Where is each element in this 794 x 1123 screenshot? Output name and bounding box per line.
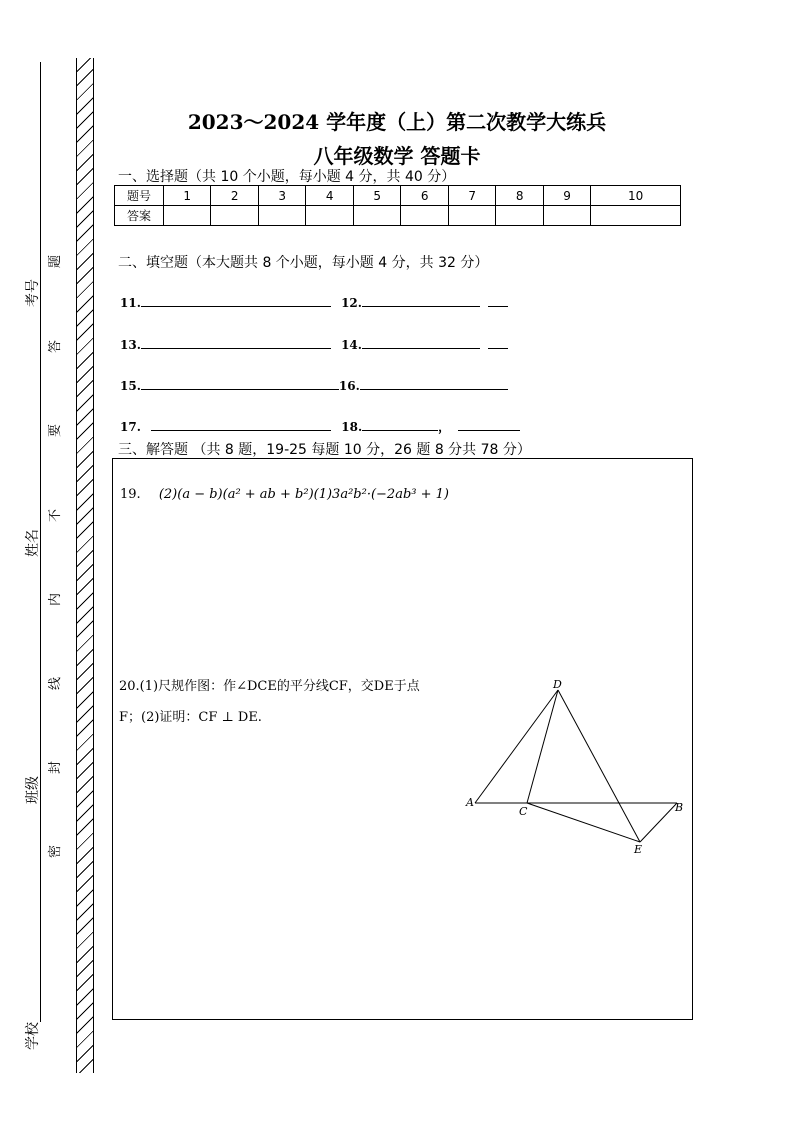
blank-line[interactable] [488, 336, 508, 349]
answer-cell[interactable] [306, 206, 353, 226]
sidebar-hatch-strip [77, 58, 93, 1073]
blank-line[interactable] [362, 418, 438, 431]
answer-table [114, 185, 681, 226]
seal-char: 不 [48, 508, 64, 523]
row-label-question: 题号 [115, 186, 164, 206]
fill-blank-row [120, 418, 520, 435]
question-number-cell: 8 [496, 186, 543, 206]
blank-line[interactable] [151, 418, 331, 431]
blank-line[interactable] [488, 294, 508, 307]
answer-cell[interactable] [543, 206, 590, 226]
blank-separator: ， [438, 420, 451, 434]
answer-cell[interactable] [211, 206, 258, 226]
blank-line[interactable] [362, 294, 480, 307]
question-number-cell: 10 [591, 186, 681, 206]
blank-line[interactable] [458, 418, 520, 431]
fill-blank-row [120, 336, 508, 352]
segment-DE [558, 690, 640, 842]
question-number-cell: 5 [353, 186, 400, 206]
triangle-figure [462, 675, 692, 860]
question-19-text: (2)(a − b)(a² + ab + b²)(1)3a²b²·(−2ab³ + 1) [158, 487, 449, 502]
answer-table-answer-row [115, 206, 681, 226]
name-label: 姓名 [25, 529, 41, 557]
row-label-answer: 答案 [115, 206, 164, 226]
question-number-cell: 7 [448, 186, 495, 206]
label-C: C [519, 805, 528, 818]
seal-char: 答 [48, 339, 64, 354]
blank-number: 14. [341, 338, 362, 352]
blank-number: 13. [120, 338, 141, 352]
blank-number: 12. [341, 296, 362, 310]
blank-number: 11. [120, 296, 141, 310]
segment-AD [475, 690, 558, 803]
label-D: D [553, 678, 562, 691]
answer-cell[interactable] [258, 206, 305, 226]
answer-cell[interactable] [591, 206, 681, 226]
exam-no-label: 考号 [25, 279, 41, 307]
segment-EB [640, 803, 677, 842]
seal-char: 内 [48, 592, 64, 607]
fill-blank-row [120, 294, 508, 310]
question-number-cell: 3 [258, 186, 305, 206]
section2-heading: 二、填空题（本大题共 8 个小题，每小题 4 分，共 32 分） [118, 255, 489, 271]
page-title: 2023～2024 学年度（上）第二次教学大练兵 [187, 110, 607, 134]
label-A: A [466, 796, 474, 809]
label-E: E [634, 843, 643, 856]
answer-cell[interactable] [401, 206, 448, 226]
sidebar-border-left [76, 58, 77, 1073]
blank-number: 15. [120, 379, 141, 393]
question-20-line1: 20.(1)尺规作图：作∠DCE的平分线CF，交DE于点 [119, 679, 420, 694]
blank-line[interactable] [141, 377, 339, 390]
school-label: 学校 [25, 1022, 41, 1050]
page-subtitle: 八年级数学 答题卡 [313, 144, 481, 168]
answer-cell[interactable] [448, 206, 495, 226]
class-label: 班级 [25, 776, 41, 804]
blank-number: 17. [120, 420, 141, 434]
seal-char: 密 [48, 844, 64, 859]
blank-number: 18. [341, 420, 363, 434]
question-number-cell: 2 [211, 186, 258, 206]
section3-heading: 三、解答题 （共 8 题，19-25 每题 10 分，26 题 8 分共 78 分） [118, 442, 531, 458]
segment-CE [527, 803, 640, 842]
blank-line[interactable] [141, 336, 331, 349]
seal-char: 线 [48, 676, 64, 691]
blank-line[interactable] [362, 336, 480, 349]
question-number-cell: 4 [306, 186, 353, 206]
question-19 [120, 487, 449, 502]
question-20-line2: F；(2)证明：CF ⊥ DE. [119, 710, 262, 725]
label-B: B [675, 801, 684, 814]
question-number-cell: 9 [543, 186, 590, 206]
question-19-number: 19. [120, 487, 141, 502]
answer-cell[interactable] [164, 206, 211, 226]
blank-line[interactable] [141, 294, 331, 307]
sidebar-border-right [93, 58, 94, 1073]
fill-blank-row [120, 377, 508, 393]
seal-char: 要 [48, 423, 64, 438]
question-number-cell: 1 [164, 186, 211, 206]
answer-cell[interactable] [496, 206, 543, 226]
answer-table-number-row [115, 186, 681, 206]
blank-line[interactable] [360, 377, 508, 390]
answer-cell[interactable] [353, 206, 400, 226]
question-number-cell: 6 [401, 186, 448, 206]
section1-heading: 一、选择题（共 10 个小题，每小题 4 分，共 40 分） [118, 169, 456, 185]
seal-char: 题 [48, 254, 64, 269]
segment-DC [527, 690, 558, 803]
blank-number: 16. [338, 379, 360, 393]
seal-char: 封 [48, 760, 64, 775]
